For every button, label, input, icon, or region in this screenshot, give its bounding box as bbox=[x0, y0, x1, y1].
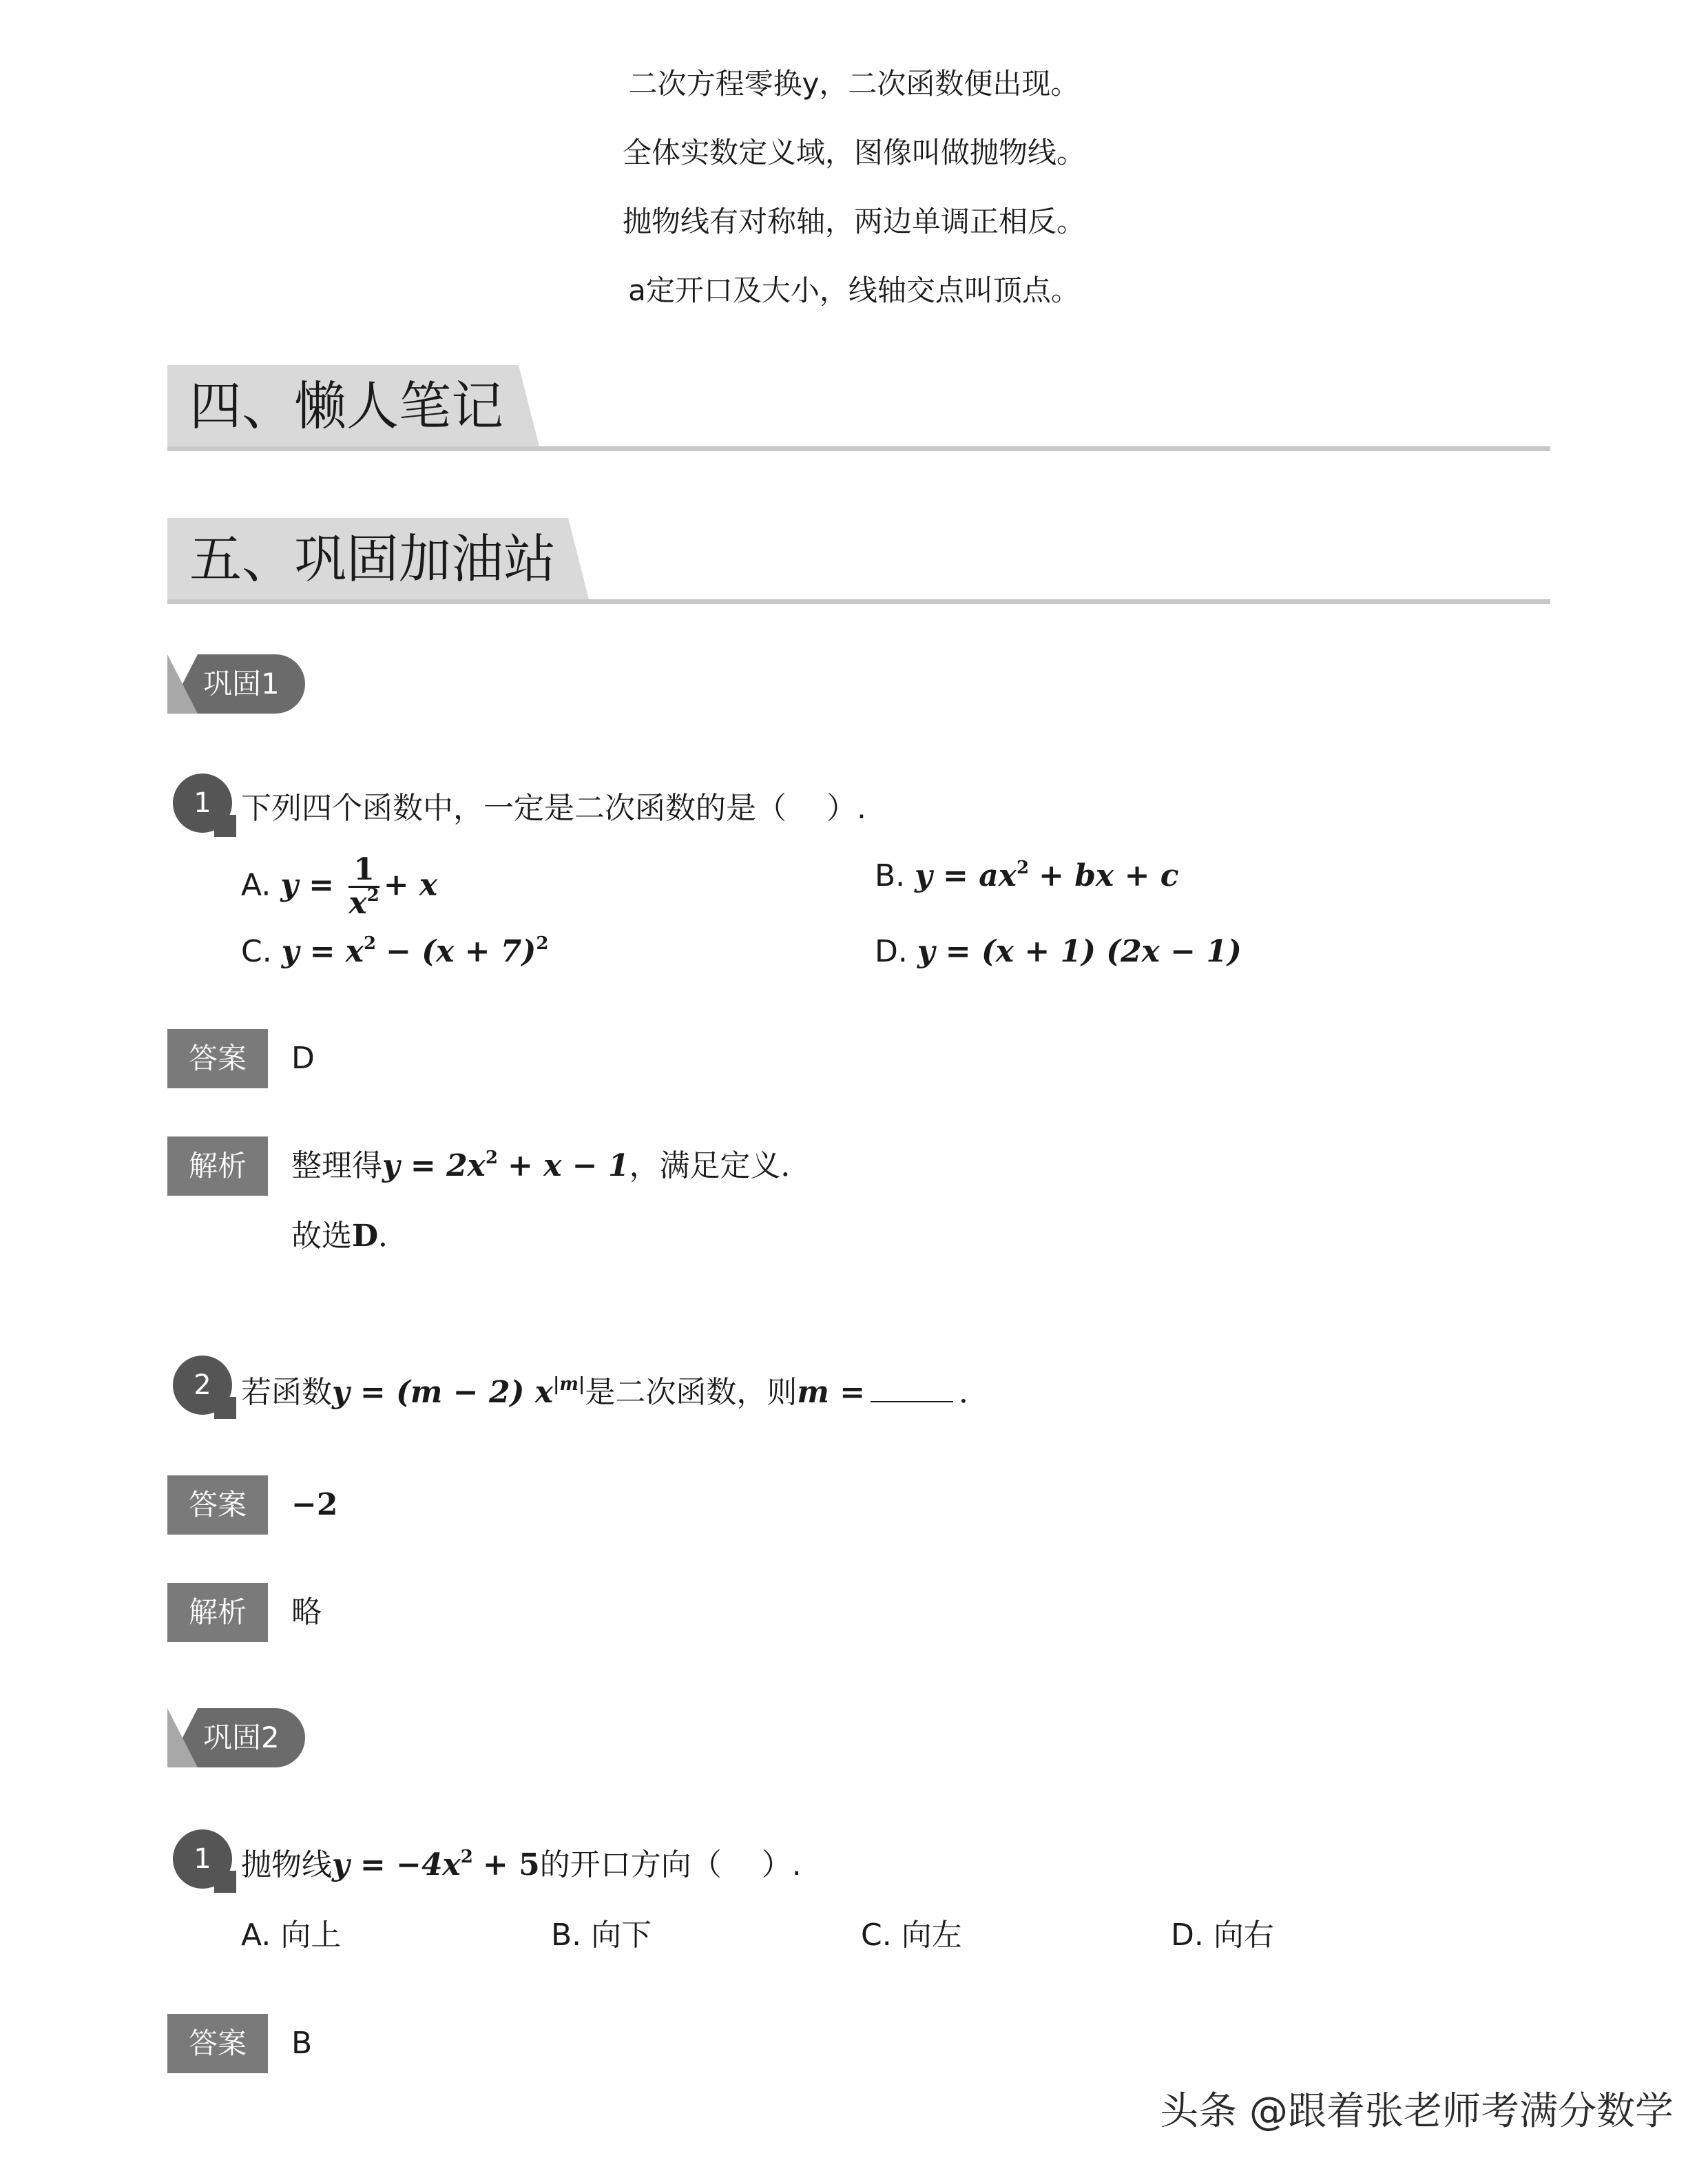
poem-line-4: a定开口及大小，线轴交点叫顶点。 bbox=[628, 273, 1080, 307]
watermark: 头条 @跟着张老师考满分数学 bbox=[1160, 2089, 1674, 2134]
section-title: 四、懒人笔记 bbox=[189, 375, 503, 437]
analysis-text: 整理得$y = 2x^2 + x - 1$，满足定义． bbox=[291, 1148, 811, 1183]
option-b: B. $y = ax^2$ + bx + c bbox=[875, 858, 1179, 893]
group-pill-label: 巩固2 bbox=[203, 1721, 280, 1754]
answer-value: D bbox=[291, 1041, 315, 1076]
group-pill-2 bbox=[167, 1708, 305, 1767]
section-heading-lazy-notes bbox=[167, 365, 1550, 451]
option-label: D. bbox=[875, 934, 908, 969]
option-a: A. 向上 bbox=[241, 1918, 342, 1953]
option-a: A. y = $\frac{1}{x^2}$ + x bbox=[241, 852, 438, 921]
answer-value: −2 bbox=[291, 1487, 338, 1522]
option-c: C. $y = x^2 - (x + 7)^2$ bbox=[241, 933, 549, 969]
answer-tag: 答案 bbox=[167, 1475, 268, 1535]
poem-line-2: 全体实数定义域，图像叫做抛物线。 bbox=[622, 136, 1085, 169]
group-pill-1 bbox=[167, 654, 305, 714]
answer-tag: 答案 bbox=[167, 1029, 268, 1088]
analysis-conclusion: 故选D． bbox=[291, 1218, 409, 1254]
question-number-badge: 1 bbox=[173, 774, 236, 837]
option-c: C. 向左 bbox=[861, 1918, 962, 1953]
poem-line-3: 抛物线有对称轴，两边单调正相反。 bbox=[622, 205, 1085, 238]
option-label: A. bbox=[241, 867, 271, 903]
group-pill-label: 巩固1 bbox=[203, 667, 280, 700]
answer-blank bbox=[871, 1378, 953, 1402]
question-number-badge: 1 bbox=[173, 1829, 236, 1893]
question-stem: 下列四个函数中，一定是二次函数的是（ ）. bbox=[241, 791, 866, 826]
fraction: $\frac{1}{x^2}$ bbox=[348, 852, 379, 921]
analysis-tag: 解析 bbox=[167, 1583, 268, 1642]
option-label: C. bbox=[241, 934, 272, 969]
option-label: B. bbox=[875, 858, 906, 893]
section-heading-practice bbox=[167, 518, 1550, 604]
option-b: B. 向下 bbox=[551, 1918, 652, 1953]
option-d: D. 向右 bbox=[1171, 1918, 1274, 1953]
question-stem: 抛物线$y = -4x^2 + 5$的开口方向（ ）. bbox=[241, 1847, 802, 1882]
analysis-text: 略 bbox=[291, 1595, 322, 1630]
poem-line-1: 二次方程零换y，二次函数便出现。 bbox=[628, 67, 1080, 101]
section-title: 五、巩固加油站 bbox=[189, 528, 556, 590]
option-d: D. y = (x + 1) (2x − 1) bbox=[875, 934, 1242, 969]
question-stem: 若函数y = (m − 2) $x^{|m|}$是二次函数，则m = ． bbox=[241, 1374, 990, 1410]
question-number-badge: 2 bbox=[173, 1356, 236, 1419]
answer-value: B bbox=[291, 2026, 313, 2061]
answer-tag: 答案 bbox=[167, 2014, 268, 2073]
analysis-tag: 解析 bbox=[167, 1136, 268, 1196]
